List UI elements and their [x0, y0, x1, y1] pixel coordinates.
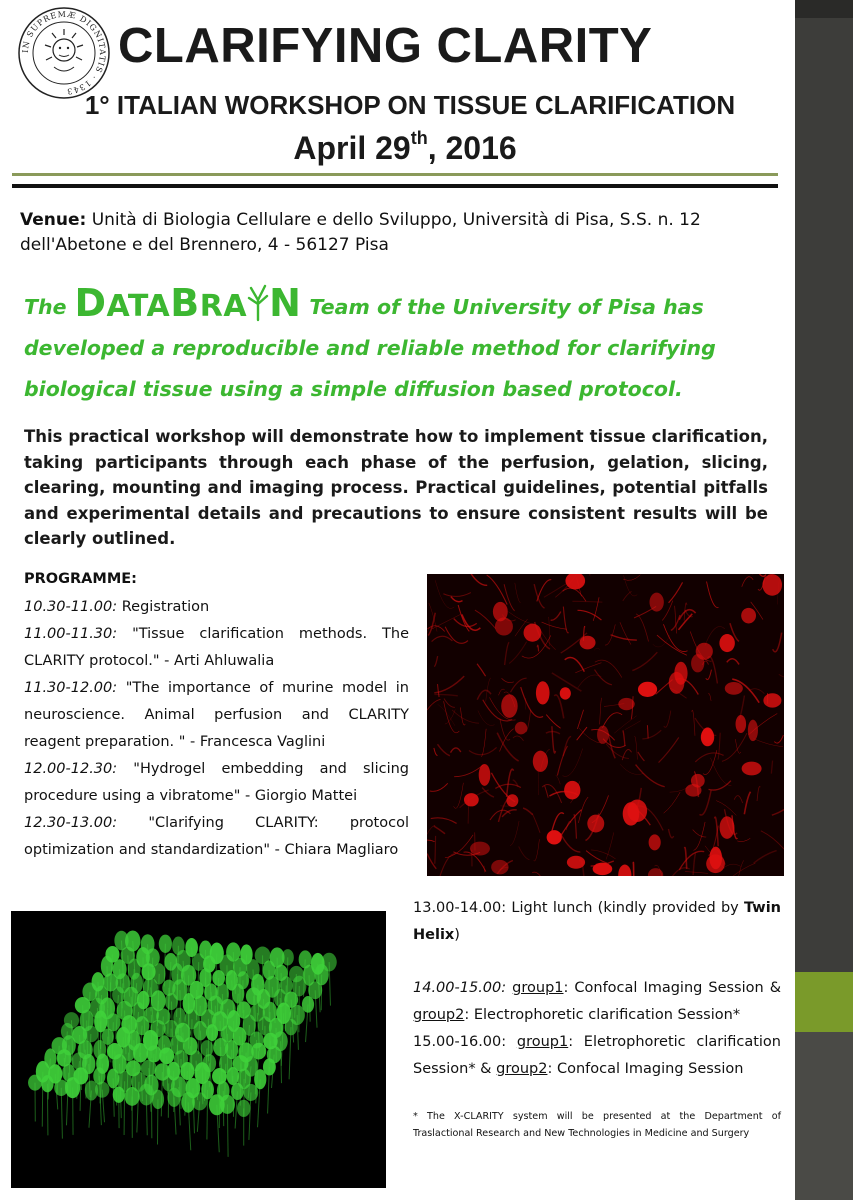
programme-text: Registration: [117, 599, 210, 615]
programme-text: "Hydrogel embedding and slicing procedure using a vibratome" - Giorgio Mattei: [24, 761, 409, 804]
footnote: * The X-CLARITY system will be presented at the Department of Traslactional Research and New Technologies in Medicine and Surgery: [413, 1111, 781, 1139]
session-item: [413, 975, 781, 1029]
programme-text: "The importance of murine model in neuroscience. Animal perfusion and CLARITY reagent preparation. " - Francesca Vaglini: [24, 680, 409, 750]
databrain-logo: [66, 281, 309, 325]
session-text-a: : Eletrophoretic clarification Session* &: [413, 1034, 781, 1077]
side-band-top: [795, 0, 853, 18]
workshop-description: This practical workshop will demonstrate how to implement tissue clarification, taking participants through each phase of the perfusion, gelation, slicing, clearing, mounting and imaging process. Practical guidelines, potential pitfalls and experimental details and precautions to ensure consistent results will be clearly outlined.: [24, 427, 768, 548]
programme-item: [24, 756, 409, 810]
workshop-subtitle: 1° ITALIAN WORKSHOP ON TISSUE CLARIFICATION: [84, 90, 736, 120]
session-group2: group2: [413, 1007, 465, 1023]
intro-pre: The: [24, 295, 67, 319]
programme-item: [24, 621, 409, 675]
session-text-b: : Confocal Imaging Session: [547, 1061, 744, 1077]
session-text-a: : Confocal Imaging Session &: [563, 980, 782, 996]
programme-text: "Clarifying CLARITY: protocol optimization and standardization" - Chiara Magliaro: [24, 815, 409, 858]
session-group2: group2: [496, 1061, 548, 1077]
brand-letter-d: D: [74, 281, 107, 325]
brand-letters-ra: RA: [199, 289, 248, 324]
session-group1: group1: [512, 980, 564, 996]
programme-time: 11.30-12.00:: [24, 680, 118, 696]
programme-item: [24, 810, 409, 864]
intro-statement: [24, 280, 784, 410]
intro-post: Team of the University of Pisa has developed a reproducible and reliable method for clarifying biological tissue using a simple diffusion based protocol.: [24, 295, 716, 401]
programme-heading: PROGRAMME:: [24, 571, 137, 587]
date-ordinal: th: [410, 128, 428, 148]
page-title: CLARIFYING CLARITY: [118, 19, 653, 73]
brand-letters-ata: ATA: [106, 289, 171, 324]
brand-letter-b: B: [170, 281, 200, 325]
programme-time: 11.00-11.30:: [24, 626, 118, 642]
afternoon-sessions: [413, 975, 781, 1083]
session-time: 14.00-15.00:: [413, 980, 507, 996]
event-date: [60, 130, 750, 167]
seal-lettering: IN SUPREMÆ DIGNITATIS · 1343: [20, 9, 108, 97]
venue-label: Venue:: [20, 210, 87, 230]
header-divider-green: [12, 173, 778, 176]
side-band-bottom: [795, 1032, 853, 1200]
session-text-b: : Electrophoretic clarification Session*: [464, 1007, 741, 1023]
venue-address: Unità di Biologia Cellulare e dello Sviluppo, Università di Pisa, S.S. n. 12 dell'Abetone e del Brennero, 4 - 56127 Pisa: [20, 210, 701, 255]
university-seal-logo: [16, 5, 112, 101]
date-year: , 2016: [427, 130, 517, 166]
venue-block: [20, 208, 760, 258]
date-main: April 29: [293, 130, 411, 166]
side-band-accent: [795, 972, 853, 1032]
programme-time: 12.00-12.30:: [24, 761, 118, 777]
programme-item: [24, 675, 409, 756]
session-group1: group1: [516, 1034, 569, 1050]
programme-time: 12.30-13.00:: [24, 815, 118, 831]
red-neuron-micrograph: [427, 574, 784, 876]
programme-text: "Tissue clarification methods. The CLARITY protocol." - Arti Ahluwalia: [24, 626, 409, 669]
lunch-sponsor: Twin Helix: [413, 900, 781, 943]
programme-time: 10.30-11.00:: [24, 599, 118, 615]
programme-list: [24, 594, 409, 864]
lunch-entry: [413, 895, 781, 949]
neuron-i-icon: [247, 282, 269, 322]
session-time: 15.00-16.00:: [413, 1034, 507, 1050]
session-item: [413, 1029, 781, 1083]
green-neuron-render: [11, 911, 386, 1188]
lunch-close: ): [454, 927, 460, 943]
svg-text:IN SUPREMÆ DIGNITATIS · 1343: [21, 10, 107, 96]
brand-letter-n: N: [269, 281, 302, 325]
lunch-text: 13.00-14.00: Light lunch (kindly provided by: [413, 900, 744, 916]
programme-item: [24, 594, 409, 621]
header-divider-black: [12, 184, 778, 188]
